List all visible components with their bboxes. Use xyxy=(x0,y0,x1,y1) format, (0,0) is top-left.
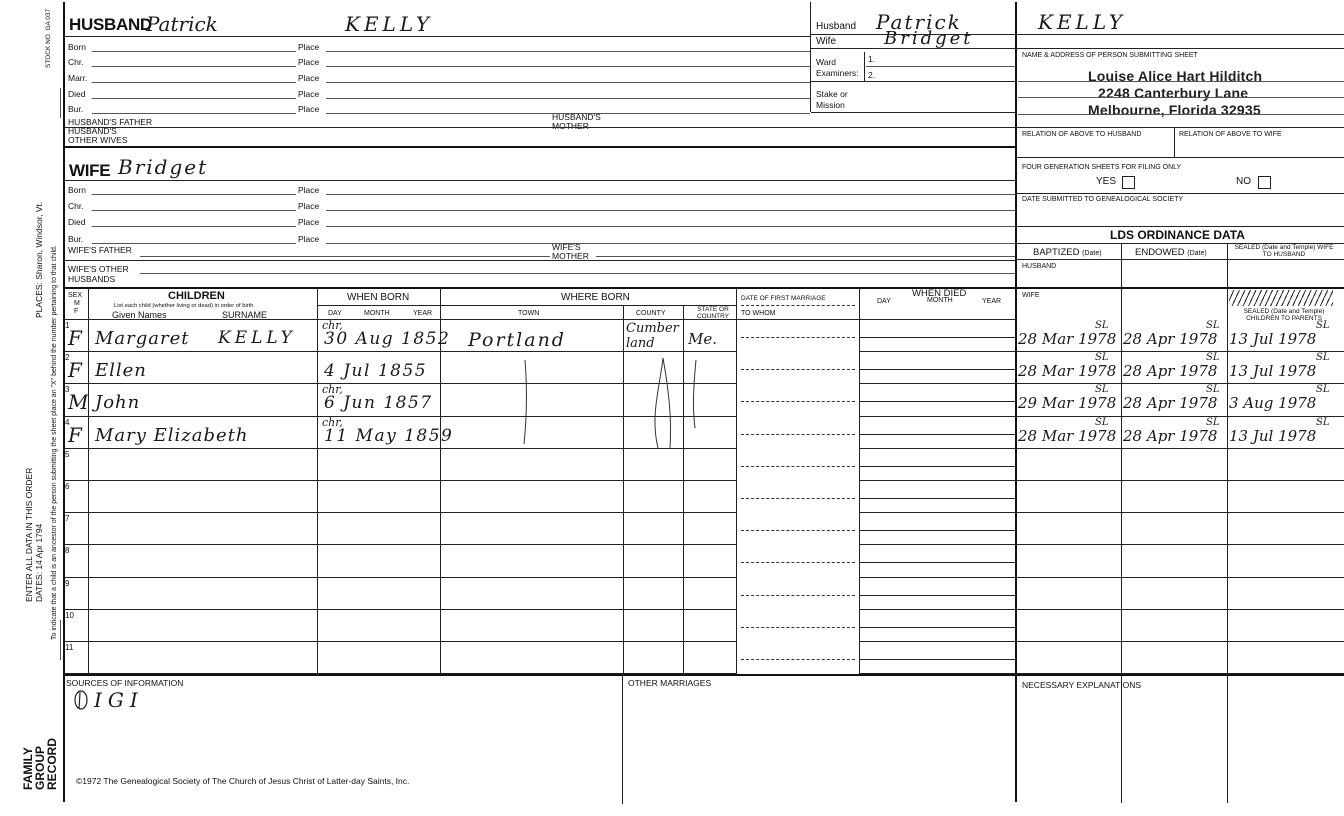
four-gen-label: FOUR GENERATION SHEETS FOR FILING ONLY xyxy=(1022,164,1182,171)
child-baptized-temple: SL xyxy=(1095,320,1109,331)
child-baptized-date: 28 Mar 1978 xyxy=(1018,362,1117,380)
child-endowed-temple: SL xyxy=(1206,417,1220,428)
husband-marr-place-line xyxy=(326,82,810,83)
wife-bur-line xyxy=(92,243,296,244)
husband-born-line xyxy=(92,51,296,52)
lds-col-divider-1 xyxy=(1121,243,1122,803)
sex-m-label: M xyxy=(74,300,80,307)
given-names-label: Given Names xyxy=(112,310,167,320)
child-row-line xyxy=(64,577,736,578)
submitter-city: Melbourne, Florida 32935 xyxy=(1088,102,1261,118)
child-birth-county: Cumberland xyxy=(626,321,679,351)
lds-title: LDS ORDINANCE DATA xyxy=(1110,228,1245,242)
child-sex: M xyxy=(68,390,89,414)
wife-name-line xyxy=(64,180,1015,181)
child-row-line xyxy=(64,609,736,610)
ward-wife-line xyxy=(811,48,1344,49)
died-entry-line xyxy=(859,369,1016,370)
to-whom-label: TO WHOM xyxy=(741,310,776,317)
child-given-name: Margaret xyxy=(95,328,190,349)
submitter-line-3 xyxy=(1018,114,1344,115)
town-label: TOWN xyxy=(518,310,540,317)
relation-husband-label: RELATION OF ABOVE TO HUSBAND xyxy=(1022,131,1142,138)
child-baptized-date: 28 Mar 1978 xyxy=(1018,330,1117,348)
relation-divider xyxy=(1174,127,1175,157)
sources-value: IGI xyxy=(94,688,144,712)
sealed-children-label: SEALED (Date and Temple) CHILDREN TO PARENTS xyxy=(1243,308,1325,322)
child-sex: F xyxy=(68,423,82,447)
lds-row-line xyxy=(1016,609,1344,610)
husband-born-place-line xyxy=(326,51,810,52)
lds-row-line xyxy=(1016,448,1344,449)
child-row-line xyxy=(64,544,736,545)
child-born-date: 6 Jun 1857 xyxy=(324,393,433,413)
sex-col-divider xyxy=(88,288,89,674)
child-baptized-temple: SL xyxy=(1095,417,1109,428)
husband-name-line xyxy=(64,36,810,37)
child-endowed-temple: SL xyxy=(1206,352,1220,363)
form-title: FAMILY GROUP RECORD xyxy=(21,737,59,790)
lds-row-line xyxy=(1016,416,1344,417)
child-row-line xyxy=(64,641,736,642)
mission-label: Mission xyxy=(816,100,845,110)
stake-label: Stake or xyxy=(816,89,848,99)
marriage-dash-line xyxy=(741,659,855,660)
child-number: 11 xyxy=(65,643,74,652)
child-born-date: 30 Aug 1852 xyxy=(324,329,451,349)
baptized-label-text: BAPTIZED xyxy=(1033,247,1080,258)
lds-husband-label: HUSBAND xyxy=(1022,263,1057,270)
ancestor-note: To indicate that a child is an ancestor of the person submitting the sheet place an "X" behind the number pertaining to that child. xyxy=(51,245,58,640)
born-col-divider xyxy=(317,288,318,674)
wife-parents-line xyxy=(64,260,1015,261)
child-endowed-date: 28 Apr 1978 xyxy=(1123,362,1218,380)
wife-section-end xyxy=(64,287,1344,289)
child-birth-town: Portland xyxy=(468,329,566,351)
lds-row-line xyxy=(1016,480,1344,481)
child-row-line xyxy=(64,351,736,352)
four-gen-box-bottom xyxy=(1016,193,1344,194)
relation-wife-label: RELATION OF ABOVE TO WIFE xyxy=(1179,131,1282,138)
child-number: 8 xyxy=(65,546,70,555)
child-endowed-temple: SL xyxy=(1206,320,1220,331)
child-endowed-date: 28 Apr 1978 xyxy=(1123,394,1218,412)
enter-all-note: ENTER ALL DATA IN THIS ORDER xyxy=(24,467,34,602)
died-col-divider xyxy=(859,288,860,674)
marriage-dash-line xyxy=(741,627,855,628)
surname-label: SURNAME xyxy=(222,310,268,320)
marriage-dash-line xyxy=(741,595,855,596)
died-entry-line xyxy=(859,498,1016,499)
died-entry-line xyxy=(859,466,1016,467)
child-born-prefix: chr, xyxy=(322,383,343,396)
child-died-row-line xyxy=(859,416,1016,417)
wife-given: Bridget xyxy=(118,155,209,179)
marriage-dash-line xyxy=(741,498,855,499)
child-baptized-temple: SL xyxy=(1095,384,1109,395)
child-number: 1 xyxy=(65,321,70,330)
no-checkbox[interactable] xyxy=(1258,176,1271,189)
wife-father-line xyxy=(140,256,550,257)
wife-died-place-line xyxy=(326,226,1015,227)
husband-bur-place-label: Place xyxy=(298,104,320,114)
marriage-dash-line xyxy=(741,434,855,435)
examiner-2: 2. xyxy=(868,70,876,80)
child-baptized-date: 28 Mar 1978 xyxy=(1018,427,1117,445)
sex-f-label: F xyxy=(74,308,79,315)
child-sealed-temple: SL xyxy=(1316,384,1330,395)
wife-born-line xyxy=(92,194,296,195)
child-died-row-line xyxy=(859,448,1016,449)
child-born-prefix: chr, xyxy=(322,416,343,429)
child-number: 3 xyxy=(65,385,70,394)
lds-column-header-line xyxy=(1016,259,1344,260)
child-number: 2 xyxy=(65,353,70,362)
child-number: 5 xyxy=(65,450,70,459)
wife-other-husbands-line xyxy=(140,273,1015,274)
child-birth-state: Me. xyxy=(688,330,718,348)
wife-mother-line xyxy=(596,256,1015,257)
submitter-box-bottom xyxy=(1016,127,1344,128)
wife-died-line xyxy=(92,226,296,227)
ward-husband-surname: KELLY xyxy=(1038,10,1127,34)
relation-box-bottom xyxy=(1016,157,1344,158)
wife-bur-place-line xyxy=(326,243,1015,244)
husband-surname: KELLY xyxy=(345,12,434,36)
date-submitted-label: DATE SUBMITTED TO GENEALOGICAL SOCIETY xyxy=(1022,196,1184,203)
child-baptized-temple: SL xyxy=(1095,352,1109,363)
margin-rule-2 xyxy=(60,620,61,660)
ward-husband-given: Patrick xyxy=(876,10,962,34)
child-given-name: John xyxy=(95,392,141,413)
wife-bur-place-label: Place xyxy=(298,234,320,244)
lds-row-line xyxy=(1016,512,1344,513)
child-sealed-date: 3 Aug 1978 xyxy=(1229,394,1317,412)
children-list-note: List each child (whether living or dead) in order of birth xyxy=(114,303,254,309)
marriage-dash-line xyxy=(741,466,855,467)
copyright-note: ©1972 The Genealogical Society of The Church of Jesus Christ of Latter-day Saints, Inc. xyxy=(76,776,410,786)
right-section-border xyxy=(1015,2,1017,802)
wife-born-label: Born xyxy=(68,185,86,195)
child-born-date: 11 May 1859 xyxy=(324,426,454,446)
child-number: 4 xyxy=(65,418,70,427)
husband-bur-label: Bur. xyxy=(68,104,84,114)
born-subheader-line xyxy=(318,305,736,306)
dates-note: DATES: 14 Apr 1794 xyxy=(34,523,44,602)
wife-father-label: WIFE'S FATHER xyxy=(68,245,132,255)
child-surname: KELLY xyxy=(218,328,296,348)
children-heading: CHILDREN xyxy=(168,290,225,302)
main-left-border xyxy=(63,2,65,802)
husband-marr-label: Marr. xyxy=(68,73,88,83)
died-entry-line xyxy=(859,627,1016,628)
necessary-explanations-label: NECESSARY EXPLANATIONS xyxy=(1022,680,1142,690)
wife-died-label: Died xyxy=(68,217,86,227)
died-entry-line xyxy=(859,595,1016,596)
child-died-row-line xyxy=(859,512,1016,513)
child-sealed-date: 13 Jul 1978 xyxy=(1229,362,1317,380)
ward-box-left-border xyxy=(810,2,811,112)
first-marriage-label: DATE OF FIRST MARRIAGE xyxy=(741,295,826,302)
child-endowed-date: 28 Apr 1978 xyxy=(1123,427,1218,445)
wife-chr-place-line xyxy=(326,210,1015,211)
wife-heading: WIFE xyxy=(69,161,111,180)
husband-other-wives-label: HUSBAND'S OTHER WIVES xyxy=(68,126,128,145)
sealed-wife-label: SEALED (Date and Temple) WIFE TO HUSBAND xyxy=(1234,244,1334,258)
ward-wife-label: Wife xyxy=(816,36,836,47)
examiners-end-line xyxy=(811,81,1016,82)
child-number: 10 xyxy=(65,611,74,620)
stock-number: STOCK NO. GA 037 xyxy=(45,8,52,68)
no-label: NO xyxy=(1236,176,1251,187)
ward-label: Ward xyxy=(816,57,836,67)
child-number: 6 xyxy=(65,482,70,491)
baptized-label xyxy=(1033,248,1102,259)
lds-row-line xyxy=(1016,577,1344,578)
child-number: 7 xyxy=(65,514,70,523)
husband-marr-place-label: Place xyxy=(298,73,320,83)
first-marriage-dash xyxy=(741,305,855,306)
husband-chr-line xyxy=(92,66,296,67)
wife-chr-line xyxy=(92,210,296,211)
submitter-line-1 xyxy=(1018,81,1344,82)
examiner-divider xyxy=(864,52,865,82)
endowed-label-text: ENDOWED xyxy=(1135,247,1185,258)
child-sealed-temple: SL xyxy=(1316,320,1330,331)
endowed-label xyxy=(1135,248,1207,259)
died-entry-line xyxy=(859,434,1016,435)
margin-rule-1 xyxy=(60,88,61,118)
child-row-line xyxy=(64,480,736,481)
husband-parents-line xyxy=(64,127,1015,128)
wife-born-place-label: Place xyxy=(298,185,320,195)
endowed-date-note: (Date) xyxy=(1187,250,1207,257)
husband-marr-line xyxy=(92,82,296,83)
husband-bur-line xyxy=(92,113,296,114)
when-died-label: WHEN DIED xyxy=(912,288,967,299)
marriage-dash-line xyxy=(741,562,855,563)
died-entry-line xyxy=(859,401,1016,402)
child-died-row-line xyxy=(859,544,1016,545)
ward-wife-given: Bridget xyxy=(884,28,974,49)
yes-checkbox[interactable] xyxy=(1122,176,1135,189)
husband-born-place-label: Place xyxy=(298,42,320,52)
child-born-prefix: chr, xyxy=(322,319,343,332)
died-entry-line xyxy=(859,562,1016,563)
child-died-row-line xyxy=(859,577,1016,578)
husband-section-end xyxy=(64,146,1015,148)
marriage-col-divider xyxy=(736,288,737,674)
ward-husband-label: Husband xyxy=(816,21,857,32)
child-baptized-date: 29 Mar 1978 xyxy=(1018,394,1117,412)
child-endowed-date: 28 Apr 1978 xyxy=(1123,330,1218,348)
child-born-date: 4 Jul 1855 xyxy=(324,361,428,381)
husband-heading: HUSBAND xyxy=(69,15,152,34)
marriage-dash-line xyxy=(741,401,855,402)
other-marriages-divider xyxy=(622,674,623,804)
submitter-label: NAME & ADDRESS OF PERSON SUBMITTING SHEET xyxy=(1022,52,1198,59)
child-endowed-temple: SL xyxy=(1206,384,1220,395)
child-died-row-line xyxy=(859,351,1016,352)
other-marriages-label: OTHER MARRIAGES xyxy=(628,678,712,688)
husband-born-label: Born xyxy=(68,42,86,52)
child-died-row-line xyxy=(859,480,1016,481)
places-note: PLACES: Sharon, Windsor, Vt. xyxy=(34,201,44,318)
born-day-label: DAY xyxy=(328,310,342,317)
yes-label: YES xyxy=(1096,176,1117,187)
husband-died-label: Died xyxy=(68,89,86,99)
husband-father-label: HUSBAND'S FATHER xyxy=(68,117,153,127)
wife-born-place-line xyxy=(326,194,1015,195)
examiner-1-line xyxy=(866,66,1016,67)
marriage-dash-line xyxy=(741,337,855,338)
wife-died-place-label: Place xyxy=(298,217,320,227)
husband-chr-place-label: Place xyxy=(298,57,320,67)
died-entry-line xyxy=(859,530,1016,531)
died-entry-line xyxy=(859,659,1016,660)
died-entry-line xyxy=(859,337,1016,338)
wife-chr-place-label: Place xyxy=(298,201,320,211)
died-day-label: DAY xyxy=(877,298,891,305)
date-submitted-box-bottom xyxy=(1016,226,1344,227)
child-sex: F xyxy=(68,358,82,382)
born-year-label: YEAR xyxy=(413,310,433,317)
child-sealed-temple: SL xyxy=(1316,417,1330,428)
sources-circle-mark xyxy=(72,689,92,711)
child-died-row-line xyxy=(859,383,1016,384)
ditto-marks xyxy=(500,356,700,451)
state-country-label: STATE OR COUNTRY xyxy=(696,306,730,320)
child-given-name: Mary Elizabeth xyxy=(95,425,249,446)
submitter-name: Louise Alice Hart Hilditch xyxy=(1088,68,1263,84)
wife-other-husbands-label: WIFE'S OTHER HUSBANDS xyxy=(68,264,129,284)
husband-died-place-label: Place xyxy=(298,89,320,99)
child-sealed-date: 13 Jul 1978 xyxy=(1229,330,1317,348)
child-died-row-line xyxy=(859,641,1016,642)
child-died-row-line xyxy=(859,609,1016,610)
ward-box-bottom xyxy=(811,112,1016,113)
submitter-line-2 xyxy=(1018,97,1344,98)
child-sealed-date: 13 Jul 1978 xyxy=(1229,427,1317,445)
husband-died-line xyxy=(92,98,296,99)
husband-given: Patrick xyxy=(146,12,218,36)
lds-row-line xyxy=(1016,383,1344,384)
bottom-section-line xyxy=(64,674,1344,676)
child-sealed-temple: SL xyxy=(1316,352,1330,363)
child-sex: F xyxy=(68,326,82,350)
husband-chr-place-line xyxy=(326,66,810,67)
submitter-street: 2248 Canterbury Lane xyxy=(1098,85,1249,101)
husband-mother-label: HUSBAND'S MOTHER xyxy=(552,112,601,131)
wife-bur-label: Bur. xyxy=(68,234,84,244)
examiner-1: 1. xyxy=(868,54,876,64)
children-header-bottom xyxy=(64,319,1016,320)
baptized-date-note: (Date) xyxy=(1082,250,1102,257)
died-month-label: MONTH xyxy=(927,297,953,304)
examiners-label: Examiners: xyxy=(816,68,859,78)
child-given-name: Ellen xyxy=(95,360,147,381)
sealed-hatched-area xyxy=(1229,290,1333,306)
lds-col-divider-2 xyxy=(1227,243,1228,803)
when-born-label: WHEN BORN xyxy=(347,292,410,303)
husband-chr-label: Chr. xyxy=(68,57,84,67)
where-born-label: WHERE BORN xyxy=(561,292,630,303)
child-row-line xyxy=(64,512,736,513)
lds-row-line xyxy=(1016,351,1344,352)
child-number: 9 xyxy=(65,579,70,588)
wife-chr-label: Chr. xyxy=(68,201,84,211)
lds-row-line xyxy=(1016,544,1344,545)
lds-row-line xyxy=(1016,641,1344,642)
wife-mother-label: WIFE'S MOTHER xyxy=(552,242,589,261)
born-month-label: MONTH xyxy=(364,310,390,317)
husband-died-place-line xyxy=(326,98,810,99)
county-label: COUNTY xyxy=(636,310,666,317)
lds-wife-label: WIFE xyxy=(1022,292,1040,299)
died-year-label: YEAR xyxy=(982,298,1002,305)
sex-label: SEX xyxy=(68,292,83,299)
marriage-dash-line xyxy=(741,530,855,531)
sources-label: SOURCES OF INFORMATION xyxy=(66,678,184,688)
marriage-dash-line xyxy=(741,369,855,370)
